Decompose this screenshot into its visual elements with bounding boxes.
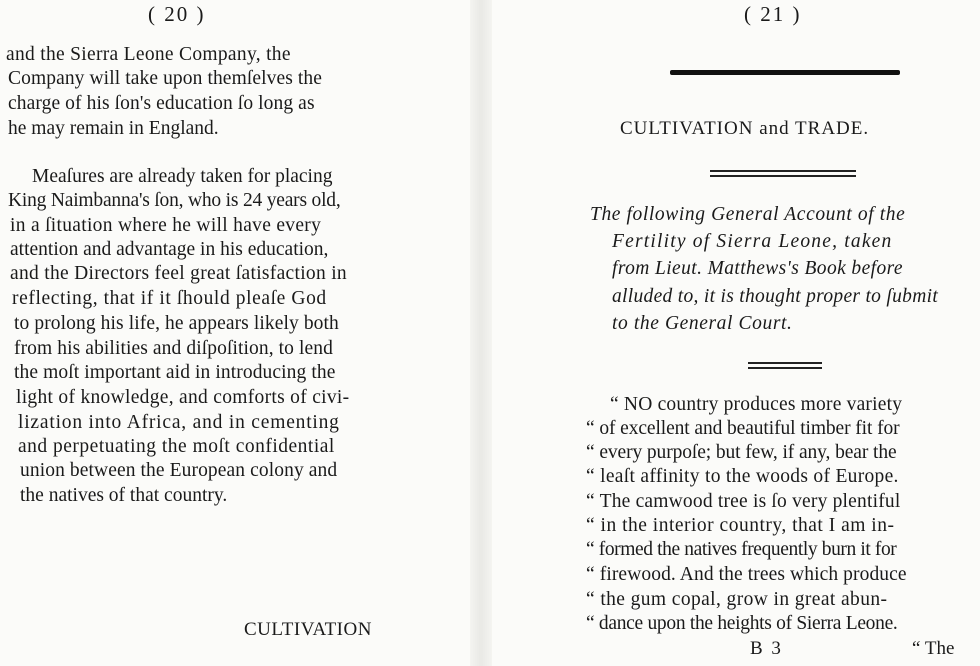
right-page — [492, 0, 980, 666]
quote-line: “ every purpoſe; but few, if any, bear the — [586, 442, 897, 463]
page-number-left: ( 20 ) — [148, 2, 206, 26]
text-line: and the Sierra Leone Company, the — [6, 44, 291, 65]
text-line: lization into Africa, and in cementing — [18, 412, 340, 433]
quote-line: “ formed the natives frequently burn it for — [586, 539, 897, 560]
catchword-left: CULTIVATION — [244, 619, 372, 640]
catchword-right: “ The — [912, 638, 955, 659]
quote-line: “ dance upon the heights of Sierra Leone. — [586, 613, 898, 634]
text-line: light of knowledge, and comforts of civi- — [16, 387, 350, 408]
intro-line: Fertility of Sierra Leone, taken — [612, 231, 893, 252]
text-line: to prolong his life, he appears likely both — [14, 313, 339, 334]
quote-line: “ in the interior country, that I am in- — [586, 515, 895, 536]
intro-line: The following General Account of the — [590, 204, 906, 225]
intro-line: to the General Court. — [612, 313, 793, 334]
book-gutter — [470, 0, 492, 666]
double-rule — [710, 170, 856, 172]
page-number-right: ( 21 ) — [744, 2, 802, 26]
quote-line: “ firewood. And the trees which produce — [586, 564, 907, 585]
text-line: attention and advantage in his education, — [10, 239, 329, 260]
text-line: he may remain in England. — [8, 118, 219, 139]
text-line: in a ſituation where he will have every — [10, 215, 322, 236]
thick-rule — [670, 70, 900, 75]
quote-line: “ of excellent and beautiful timber fit for — [586, 418, 900, 439]
text-line: from his abilities and diſpoſition, to lend — [14, 338, 333, 359]
text-line: the moſt important aid in introducing the — [14, 362, 336, 383]
signature-mark: B 3 — [750, 638, 783, 659]
text-line: Company will take upon themſelves the — [8, 68, 323, 89]
text-line: the natives of that country. — [20, 485, 228, 506]
text-line: and the Directors feel great ſatisfaction in — [10, 263, 347, 284]
text-line: union between the European colony and — [20, 460, 338, 481]
quote-line: “ The camwood tree is ſo very plentiful — [586, 491, 901, 512]
left-page — [0, 0, 470, 666]
text-line: and perpetuating the moſt confidential — [18, 436, 335, 457]
text-line: Meaſures are already taken for placing — [32, 166, 333, 187]
text-line: King Naimbanna's ſon, who is 24 years old, — [8, 190, 341, 211]
text-line: reflecting, that if it ſhould pleaſe God — [12, 288, 327, 309]
intro-line: from Lieut. Matthews's Book before — [612, 258, 903, 279]
section-heading: CULTIVATION and TRADE. — [620, 118, 870, 139]
text-line: charge of his ſon's education ſo long as — [8, 93, 315, 114]
intro-line: alluded to, it is thought proper to ſubmit — [612, 286, 939, 307]
quote-line: “ leaſt affinity to the woods of Europe. — [586, 466, 899, 487]
quote-line: “ the gum copal, grow in great abun- — [586, 589, 888, 610]
double-rule-small — [748, 362, 822, 364]
quote-line: “ NO country produces more variety — [610, 394, 903, 415]
